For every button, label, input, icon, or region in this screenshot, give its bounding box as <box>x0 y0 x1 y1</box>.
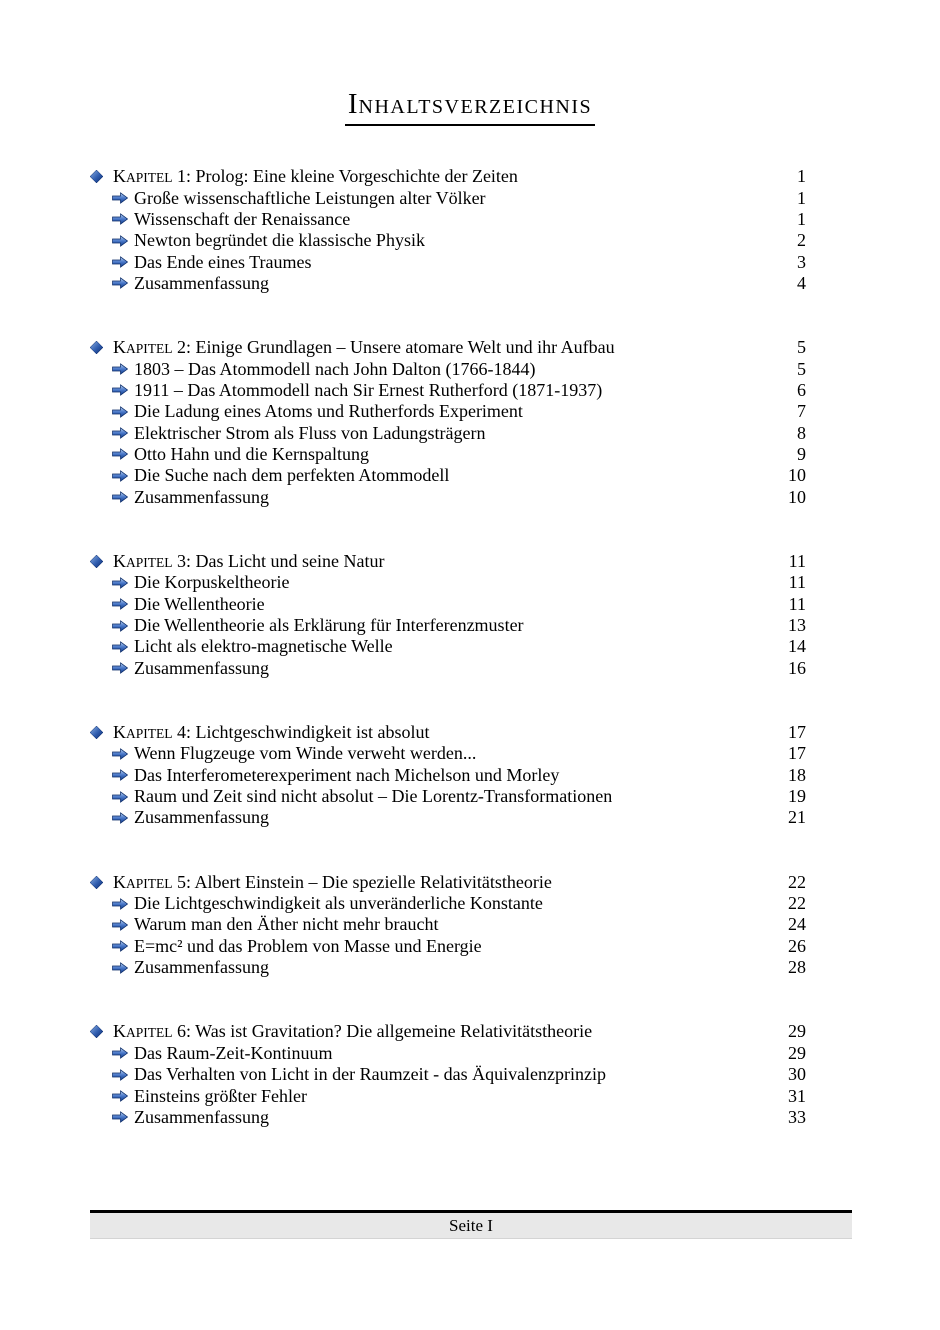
arrow-right-icon <box>112 662 128 674</box>
section-title: Wenn Flugzeuge vom Winde verweht werden... <box>134 743 477 764</box>
chapter-title <box>113 551 766 572</box>
section-row[interactable] <box>90 957 806 978</box>
footer-page-label: Seite I <box>449 1216 493 1235</box>
section-title: Die Ladung eines Atoms und Rutherfords Experiment <box>134 401 523 422</box>
section-row[interactable] <box>90 251 806 272</box>
page-number[interactable]: 28 <box>788 957 806 978</box>
section-row[interactable] <box>90 1043 806 1064</box>
arrow-right-icon <box>112 641 128 653</box>
section-row[interactable] <box>90 486 806 507</box>
section-title: Zusammenfassung <box>134 272 269 293</box>
page-number[interactable]: 22 <box>788 893 806 914</box>
section-row[interactable] <box>90 594 806 615</box>
section-row[interactable] <box>90 914 806 935</box>
page-number[interactable]: 5 <box>797 337 806 358</box>
chapter-title <box>113 722 766 743</box>
section-row[interactable] <box>90 187 806 208</box>
page-number[interactable]: 11 <box>788 550 806 571</box>
arrow-right-icon <box>112 598 128 610</box>
section-title: Das Ende eines Traumes <box>134 251 312 272</box>
chapter-title <box>113 166 766 187</box>
chapter-label: KAPITEL <box>113 871 173 892</box>
section-row[interactable] <box>90 572 806 593</box>
page-number[interactable]: 14 <box>788 636 806 657</box>
chapter-label: KAPITEL <box>113 722 173 743</box>
diamond-icon <box>90 876 103 889</box>
page-number[interactable]: 11 <box>788 572 806 593</box>
section-title: Warum man den Äther nicht mehr braucht <box>134 914 439 935</box>
section-title: Die Lichtgeschwindigkeit als unveränderliche Konstante <box>134 893 543 914</box>
arrow-right-icon <box>112 791 128 803</box>
page-number[interactable]: 13 <box>788 615 806 636</box>
chapter-block <box>90 166 806 294</box>
page-number[interactable]: 9 <box>797 443 806 464</box>
section-row[interactable] <box>90 658 806 679</box>
section-title: Zusammenfassung <box>134 1106 269 1127</box>
arrow-right-icon <box>112 213 128 225</box>
diamond-icon <box>90 555 103 568</box>
chapter-label: KAPITEL <box>113 337 173 358</box>
section-row[interactable] <box>90 422 806 443</box>
page-number[interactable]: 17 <box>788 743 806 764</box>
section-title: Zusammenfassung <box>134 957 269 978</box>
page-number[interactable]: 33 <box>788 1106 806 1127</box>
chapter-title-text: 5: Albert Einstein – Die spezielle Relativitätstheorie <box>177 871 552 892</box>
page-number[interactable]: 1 <box>797 187 806 208</box>
chapter-block <box>90 722 806 829</box>
diamond-icon <box>90 726 103 739</box>
chapter-label: KAPITEL <box>113 1021 173 1042</box>
section-title: 1803 – Das Atommodell nach John Dalton (1766-1844) <box>134 358 536 379</box>
section-title: Wissenschaft der Renaissance <box>134 208 351 229</box>
section-title: 1911 – Das Atommodell nach Sir Ernest Rutherford (1871-1937) <box>134 379 603 400</box>
chapter-title-text: 6: Was ist Gravitation? Die allgemeine Relativitätstheorie <box>177 1021 593 1042</box>
section-title: Die Suche nach dem perfekten Atommodell <box>134 465 450 486</box>
chapter-title <box>113 1021 766 1042</box>
section-row[interactable] <box>90 380 806 401</box>
arrow-right-icon <box>112 898 128 910</box>
section-title: Große wissenschaftliche Leistungen alter Völker <box>134 187 486 208</box>
page-number[interactable]: 30 <box>788 1064 806 1085</box>
arrow-right-icon <box>112 406 128 418</box>
arrow-right-icon <box>112 748 128 760</box>
section-row[interactable] <box>90 1107 806 1128</box>
chapter-block <box>90 872 806 979</box>
arrow-right-icon <box>112 962 128 974</box>
chapter-row[interactable] <box>90 337 806 358</box>
section-title: E=mc² und das Problem von Masse und Energie <box>134 935 482 956</box>
page-number[interactable]: 19 <box>788 786 806 807</box>
page-number[interactable]: 6 <box>797 379 806 400</box>
page-number[interactable]: 29 <box>788 1042 806 1063</box>
page-number[interactable]: 7 <box>797 401 806 422</box>
section-row[interactable] <box>90 209 806 230</box>
chapter-title-text: 4: Lichtgeschwindigkeit ist absolut <box>177 722 430 743</box>
chapter-block <box>90 1021 806 1128</box>
section-title: Einsteins größter Fehler <box>134 1085 307 1106</box>
page-number[interactable]: 10 <box>788 465 806 486</box>
page-number[interactable]: 26 <box>788 935 806 956</box>
footer-bar <box>90 1213 852 1239</box>
arrow-right-icon <box>112 192 128 204</box>
chapter-title <box>113 872 766 893</box>
page-number[interactable]: 22 <box>788 871 806 892</box>
chapter-title <box>113 337 766 358</box>
chapter-title-text: 3: Das Licht und seine Natur <box>177 550 385 571</box>
arrow-right-icon <box>112 235 128 247</box>
section-title: Newton begründet die klassische Physik <box>134 230 425 251</box>
page-number[interactable]: 4 <box>797 272 806 293</box>
arrow-right-icon <box>112 427 128 439</box>
section-title: Zusammenfassung <box>134 657 269 678</box>
arrow-right-icon <box>112 1111 128 1123</box>
page-number[interactable]: 11 <box>788 593 806 614</box>
section-row[interactable] <box>90 893 806 914</box>
arrow-right-icon <box>112 277 128 289</box>
chapter-title-text: 2: Einige Grundlagen – Unsere atomare Welt und ihr Aufbau <box>177 337 615 358</box>
section-row[interactable] <box>90 786 806 807</box>
section-title: Raum und Zeit sind nicht absolut – Die Lorentz-Transformationen <box>134 786 613 807</box>
chapter-label: KAPITEL <box>113 550 173 571</box>
section-row[interactable] <box>90 636 806 657</box>
arrow-right-icon <box>112 769 128 781</box>
diamond-icon <box>90 1025 103 1038</box>
chapter-title-text: 1: Prolog: Eine kleine Vorgeschichte der Zeiten <box>177 166 518 187</box>
section-title: Elektrischer Strom als Fluss von Ladungsträgern <box>134 422 486 443</box>
section-row[interactable] <box>90 765 806 786</box>
chapter-block <box>90 551 806 679</box>
section-row[interactable] <box>90 1085 806 1106</box>
section-title: Das Raum-Zeit-Kontinuum <box>134 1042 333 1063</box>
page-number[interactable]: 8 <box>797 422 806 443</box>
page-number[interactable]: 31 <box>788 1085 806 1106</box>
section-title: Das Interferometerexperiment nach Michelson und Morley <box>134 764 560 785</box>
page-title <box>0 86 940 126</box>
chapter-row[interactable] <box>90 1021 806 1042</box>
diamond-icon <box>90 341 103 354</box>
arrow-right-icon <box>112 384 128 396</box>
section-row[interactable] <box>90 401 806 422</box>
section-row[interactable] <box>90 1064 806 1085</box>
section-title: Zusammenfassung <box>134 486 269 507</box>
page-number[interactable]: 2 <box>797 230 806 251</box>
page-number[interactable]: 16 <box>788 657 806 678</box>
arrow-right-icon <box>112 363 128 375</box>
page-number[interactable]: 1 <box>797 208 806 229</box>
page-footer <box>90 1210 852 1239</box>
arrow-right-icon <box>112 448 128 460</box>
page-number[interactable]: 3 <box>797 251 806 272</box>
section-title: Das Verhalten von Licht in der Raumzeit - das Äquivalenzprinzip <box>134 1064 607 1085</box>
arrow-right-icon <box>112 470 128 482</box>
page-number[interactable]: 29 <box>788 1021 806 1042</box>
section-row[interactable] <box>90 936 806 957</box>
chapter-row[interactable] <box>90 551 806 572</box>
arrow-right-icon <box>112 620 128 632</box>
page-number[interactable]: 21 <box>788 807 806 828</box>
section-row[interactable] <box>90 358 806 379</box>
section-title: Otto Hahn und die Kernspaltung <box>134 443 369 464</box>
chapter-row[interactable] <box>90 872 806 893</box>
page-number[interactable]: 17 <box>788 722 806 743</box>
arrow-right-icon <box>112 577 128 589</box>
page-number[interactable]: 5 <box>797 358 806 379</box>
chapter-label: KAPITEL <box>113 166 173 187</box>
arrow-right-icon <box>112 1047 128 1059</box>
section-row[interactable] <box>90 273 806 294</box>
section-row[interactable] <box>90 743 806 764</box>
section-title: Die Wellentheorie als Erklärung für Interferenzmuster <box>134 615 524 636</box>
page-number[interactable]: 1 <box>797 166 806 187</box>
chapter-row[interactable] <box>90 166 806 187</box>
arrow-right-icon <box>112 491 128 503</box>
section-title: Zusammenfassung <box>134 807 269 828</box>
page-number[interactable]: 10 <box>788 486 806 507</box>
diamond-icon <box>90 170 103 183</box>
page-number[interactable]: 18 <box>788 764 806 785</box>
page-title-text: INHALTSVERZEICHNIS <box>345 86 595 126</box>
toc-list <box>90 166 806 1171</box>
section-row[interactable] <box>90 465 806 486</box>
arrow-right-icon <box>112 940 128 952</box>
chapter-row[interactable] <box>90 722 806 743</box>
section-row[interactable] <box>90 615 806 636</box>
section-title: Die Korpuskeltheorie <box>134 572 290 593</box>
section-title: Licht als elektro-magnetische Welle <box>134 636 393 657</box>
section-row[interactable] <box>90 444 806 465</box>
arrow-right-icon <box>112 256 128 268</box>
arrow-right-icon <box>112 1069 128 1081</box>
section-row[interactable] <box>90 230 806 251</box>
section-row[interactable] <box>90 807 806 828</box>
section-title: Die Wellentheorie <box>134 593 265 614</box>
chapter-block <box>90 337 806 508</box>
arrow-right-icon <box>112 812 128 824</box>
page-number[interactable]: 24 <box>788 914 806 935</box>
arrow-right-icon <box>112 1090 128 1102</box>
arrow-right-icon <box>112 919 128 931</box>
